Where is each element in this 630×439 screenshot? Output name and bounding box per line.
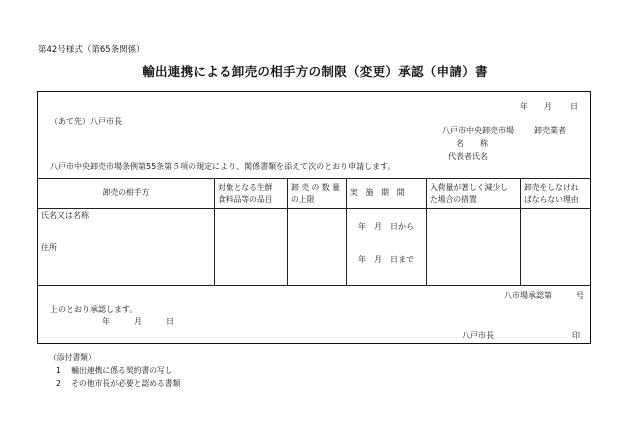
application-statement: 八戸市中央卸売市場条例第55条第５項の規定により、関係書類を添えて次のとおり申請します。 — [50, 162, 396, 171]
header-measures-line1: 入荷量が著しく減少し — [430, 183, 508, 192]
counterparty-address-label: 住所 — [41, 243, 57, 252]
header-counterparty: 卸売の相手方 — [102, 188, 150, 197]
header-reason — [524, 182, 579, 206]
header-measures — [430, 182, 508, 206]
header-reason-line2: ばならない理由 — [524, 195, 579, 204]
table-divider — [426, 178, 427, 285]
header-quantity-line2: の上限 — [291, 195, 315, 204]
table-bottom-border — [38, 285, 590, 286]
table-header-border — [38, 208, 590, 209]
applicant-business-type: 卸売業者 — [534, 126, 566, 135]
form-number: 第42号様式（第65条関係） — [38, 45, 145, 55]
table-top-border — [38, 178, 590, 179]
header-quantity-line1: 卸 売 の 数 量 — [291, 183, 340, 192]
header-quantity — [291, 182, 340, 206]
approval-text: 上のとおり承認します。 — [50, 305, 138, 314]
applicant-representative-label: 代表者氏名 — [448, 152, 488, 161]
table-divider — [520, 178, 521, 285]
header-target-item-line1: 対象となる生鮮 — [218, 183, 273, 192]
table-divider — [214, 178, 215, 285]
application-form — [37, 91, 591, 344]
approval-seal: 印 — [572, 331, 580, 340]
date-year: 年 — [520, 102, 528, 111]
approval-date: 年 月 日 — [102, 317, 174, 326]
date-month: 月 — [544, 102, 552, 111]
addressee: （あて先）八戸市長 — [50, 117, 122, 126]
header-target-item-line2: 食料品等の品目 — [218, 195, 273, 204]
counterparty-name-label: 氏名又は名称 — [41, 211, 89, 220]
attachments-heading: （添付書類） — [49, 353, 96, 362]
applicant-market: 八戸市中央卸売市場 — [442, 126, 514, 135]
approval-number: 八市場承認第 号 — [504, 291, 584, 300]
table-divider — [287, 178, 288, 285]
approval-mayor: 八戸市長 — [462, 331, 494, 340]
attachment-item: 2 その他市長が必要と認める書類 — [56, 379, 181, 388]
header-reason-line1: 卸売をしなけれ — [524, 183, 579, 192]
page-title: 輸出連携による卸売の相手方の制限（変更）承認（申請）書 — [142, 64, 488, 79]
attachment-item: 1 輸出連携に係る契約書の写し — [56, 366, 173, 375]
period-from: 年 月 日から — [358, 222, 414, 231]
header-period: 実 施 期 間 — [350, 188, 405, 197]
period-to: 年 月 日まで — [358, 255, 414, 264]
date-day: 日 — [570, 102, 578, 111]
applicant-name-label: 名 称 — [456, 139, 488, 148]
header-target-item — [218, 182, 273, 206]
header-measures-line2: た場合の措置 — [430, 195, 477, 204]
table-divider — [346, 178, 347, 285]
